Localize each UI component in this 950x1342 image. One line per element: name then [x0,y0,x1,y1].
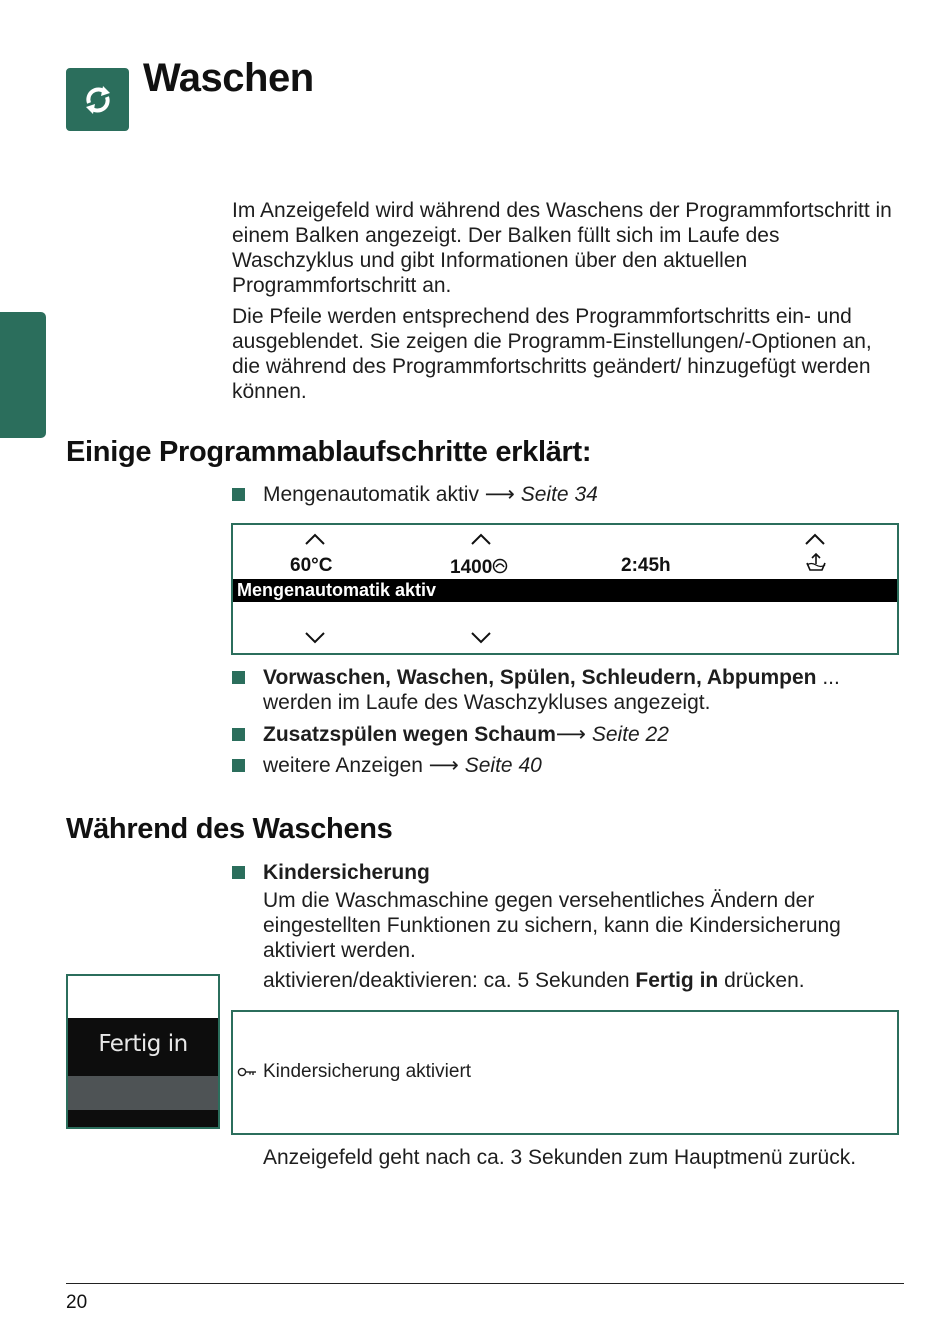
bullet-bold-text: Vorwaschen, Waschen, Spülen, Schleudern, Abpumpen [263,666,817,689]
list-item [232,482,902,507]
bullet-square-icon [232,671,245,684]
page-number: 20 [66,1292,88,1313]
bullet-square-icon [232,728,245,741]
page-reference: Seite 22 [591,723,669,746]
temperature-value: 60°C [290,555,333,576]
button-gray-area [68,1076,218,1110]
child-lock-instruction: aktivieren/deaktivieren: ca. 5 Sekunden Fertig in drücken. [263,969,805,992]
side-tab-marker [0,312,46,438]
section-heading-steps: Einige Programmablaufschritte erklärt: [66,436,592,468]
list-item [232,753,902,778]
footer-divider [66,1283,904,1284]
fertig-in-bold: Fertig in [635,969,719,992]
chevron-up-icon [804,532,826,546]
bullet-square-icon [232,759,245,772]
fertig-in-button-label: Fertig in [98,1031,188,1057]
button-bottom-area [68,1110,218,1127]
bullet-text: Mengenautomatik aktiv [263,483,479,506]
display-message: Kindersicherung aktiviert [237,1061,471,1083]
page-reference: Seite 40 [464,754,542,777]
fertig-in-button-image [66,974,220,1129]
spin-speed-value: 1400 [450,557,508,579]
key-icon [237,1066,257,1078]
arrow-icon: ⟶ [428,753,459,777]
list-item-child-lock [232,860,902,993]
display-panel-child-lock [231,1010,899,1135]
spin-icon [492,558,508,574]
rinse-hold-icon [805,551,827,573]
intro-text [232,198,904,410]
chevron-up-icon [304,532,326,546]
chevron-up-icon [470,532,492,546]
bullet-square-icon [232,488,245,501]
bullet-text: weitere Anzeigen [263,754,423,777]
bullet-text: ... werden im Laufe des Waschzykluses angezeigt. [263,666,840,714]
list-item [232,722,902,747]
after-note: Anzeigefeld geht nach ca. 3 Sekunden zum Hauptmenü zurück. [263,1146,857,1169]
chapter-badge [66,68,129,131]
page-reference: Seite 34 [520,483,598,506]
page-title: Waschen [143,56,314,100]
arrow-icon: ⟶ [555,722,587,746]
intro-paragraph-2: Die Pfeile werden entsprechend des Programmfortschritts ein- und ausgeblendet. Sie zeigen die Programm-Einstellungen/-Optionen an, die während des Programmfortschritts geändert/ hinzugefügt werden können. [232,305,872,403]
display-panel-progress [231,523,899,655]
child-lock-title: Kindersicherung [263,861,430,884]
chevron-down-icon [304,631,326,645]
bullet-bold-text: Zusatzspülen wegen Schaum [263,723,556,746]
remaining-time-value: 2:45h [621,555,671,576]
intro-paragraph-1: Im Anzeigefeld wird während des Waschens der Programmfortschritt in einem Balken angezeigt. Der Balken füllt sich im Laufe des Waschzyklus und gibt Informationen über den aktuellen Programmfortschritt an. [232,199,892,297]
status-bar: Mengenautomatik aktiv [233,579,897,602]
list-item [232,665,902,715]
arrow-icon: ⟶ [484,482,515,506]
section-heading-during-wash: Während des Waschens [66,813,393,845]
cycle-arrows-icon [81,83,115,117]
bullet-square-icon [232,866,245,879]
child-lock-description: Um die Waschmaschine gegen versehentliches Ändern der eingestellten Funktionen zu sichern, kann die Kindersicherung aktiviert werden. [263,889,841,962]
chevron-down-icon [470,631,492,645]
